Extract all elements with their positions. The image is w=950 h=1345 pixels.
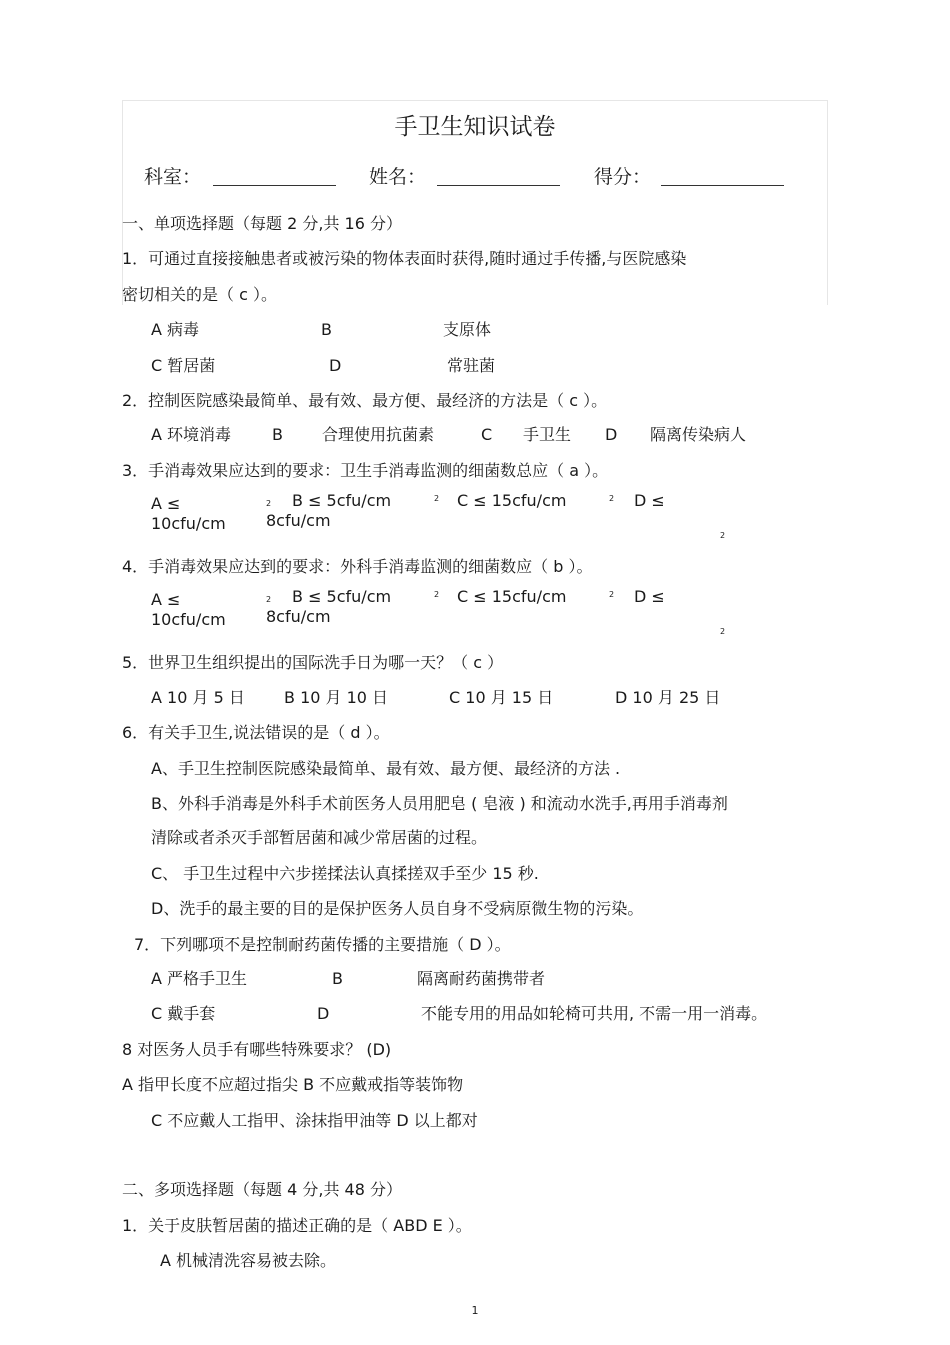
q8-stem: 8 对医务人员手有哪些特殊要求？ (D) xyxy=(122,1040,392,1059)
q7-stem: 7．下列哪项不是控制耐药菌传播的主要措施（ D ）。 xyxy=(134,935,511,954)
q3-option-a-value: 10cfu/cm xyxy=(151,514,226,533)
q4-stem: 4．手消毒效果应达到的要求：外科手消毒监测的细菌数应（ b ）。 xyxy=(122,557,593,576)
q1-option-d-text: 常驻菌 xyxy=(447,356,496,375)
q1-option-a: A 病毒 xyxy=(151,320,200,339)
q6-option-a: A、手卫生控制医院感染最简单、最有效、最方便、最经济的方法 . xyxy=(151,759,621,778)
q8-options-ab: A 指甲长度不应超过指尖 B 不应戴戒指等装饰物 xyxy=(122,1075,464,1094)
q4-option-a-symbol: A ≤ xyxy=(151,590,181,609)
q4-superscript-d: 2 xyxy=(720,627,726,636)
department-field[interactable] xyxy=(213,185,336,186)
q6-stem: 6．有关手卫生,说法错误的是（ d ）。 xyxy=(122,723,390,742)
q3-option-d-symbol: D ≤ xyxy=(634,491,665,510)
m1-option-a: A 机械清洗容易被去除。 xyxy=(160,1251,337,1270)
q2-option-d-letter: D xyxy=(605,425,618,444)
q2-option-a: A 环境消毒 xyxy=(151,425,232,444)
q1-option-b-letter: B xyxy=(321,320,332,339)
q6-option-b-line2: 清除或者杀灭手部暂居菌和减少常居菌的过程。 xyxy=(151,828,488,847)
q2-option-b-letter: B xyxy=(272,425,283,444)
q5-option-c: C 10 月 15 日 xyxy=(449,688,554,707)
q4-option-d-symbol: D ≤ xyxy=(634,587,665,606)
section1-heading: 一、单项选择题（每题 2 分,共 16 分） xyxy=(122,214,402,233)
q1-stem-line1: 1．可通过直接接触患者或被污染的物体表面时获得,随时通过手传播,与医院感染 xyxy=(122,249,687,268)
q2-option-b-text: 合理使用抗菌素 xyxy=(322,425,435,444)
section2-heading: 二、多项选择题（每题 4 分,共 48 分） xyxy=(122,1180,402,1199)
q1-stem-line2: 密切相关的是（ c ）。 xyxy=(122,285,277,304)
score-label: 得分： xyxy=(594,166,652,188)
q2-option-d-text: 隔离传染病人 xyxy=(650,425,747,444)
q3-option-b: B ≤ 5cfu/cm xyxy=(292,491,392,510)
q3-option-c: C ≤ 15cfu/cm xyxy=(457,491,567,510)
q1-option-b-text: 支原体 xyxy=(443,320,492,339)
q3-superscript-d: 2 xyxy=(720,531,726,540)
q4-option-b: B ≤ 5cfu/cm xyxy=(292,587,392,606)
q2-option-c-letter: C xyxy=(481,425,493,444)
department-label: 科室： xyxy=(144,166,202,188)
q6-option-b-line1: B、外科手消毒是外科手术前医务人员用肥皂 ( 皂液 ) 和流动水洗手,再用手消毒剂 xyxy=(151,794,728,813)
q2-stem: 2．控制医院感染最简单、最有效、最方便、最经济的方法是（ c ）。 xyxy=(122,391,608,410)
q4-option-d-value: 8cfu/cm xyxy=(266,607,331,626)
q7-option-b-letter: B xyxy=(332,969,343,988)
name-label: 姓名： xyxy=(369,166,427,188)
q8-options-cd: C 不应戴人工指甲、涂抹指甲油等 D 以上都对 xyxy=(151,1111,478,1130)
q7-option-b-text: 隔离耐药菌携带者 xyxy=(417,969,546,988)
q5-option-d: D 10 月 25 日 xyxy=(615,688,721,707)
score-field[interactable] xyxy=(661,185,784,186)
q1-option-d-letter: D xyxy=(329,356,342,375)
q3-option-a-symbol: A ≤ xyxy=(151,494,181,513)
q1-option-c: C 暂居菌 xyxy=(151,356,216,375)
q2-option-c-text: 手卫生 xyxy=(523,425,572,444)
q4-superscript-b: 2 xyxy=(434,590,440,599)
page-number: 1 xyxy=(471,1304,479,1317)
q5-option-a: A 10 月 5 日 xyxy=(151,688,245,707)
m1-stem: 1．关于皮肤暂居菌的描述正确的是（ ABD E ）。 xyxy=(122,1216,472,1235)
q3-stem: 3．手消毒效果应达到的要求：卫生手消毒监测的细菌数总应（ a ）。 xyxy=(122,461,609,480)
q7-option-d-letter: D xyxy=(317,1004,330,1023)
q6-option-d: D、洗手的最主要的目的是保护医务人员自身不受病原微生物的污染。 xyxy=(151,899,644,918)
q3-superscript-b: 2 xyxy=(434,494,440,503)
name-field[interactable] xyxy=(437,185,560,186)
q7-option-c: C 戴手套 xyxy=(151,1004,216,1023)
q6-option-c: C、 手卫生过程中六步搓揉法认真揉搓双手至少 15 秒. xyxy=(151,864,539,883)
q3-option-d-value: 8cfu/cm xyxy=(266,511,331,530)
page-title: 手卫生知识试卷 xyxy=(394,114,556,140)
q4-superscript-a: 2 xyxy=(266,595,272,604)
q4-option-c: C ≤ 15cfu/cm xyxy=(457,587,567,606)
q5-option-b: B 10 月 10 日 xyxy=(284,688,389,707)
q5-stem: 5．世界卫生组织提出的国际洗手日为哪一天？（ c ） xyxy=(122,653,504,672)
q7-option-a: A 严格手卫生 xyxy=(151,969,248,988)
q4-superscript-c: 2 xyxy=(609,590,615,599)
q4-option-a-value: 10cfu/cm xyxy=(151,610,226,629)
q3-superscript-a: 2 xyxy=(266,499,272,508)
q3-superscript-c: 2 xyxy=(609,494,615,503)
q7-option-d-text: 不能专用的用品如轮椅可共用, 不需一用一消毒。 xyxy=(421,1004,768,1023)
